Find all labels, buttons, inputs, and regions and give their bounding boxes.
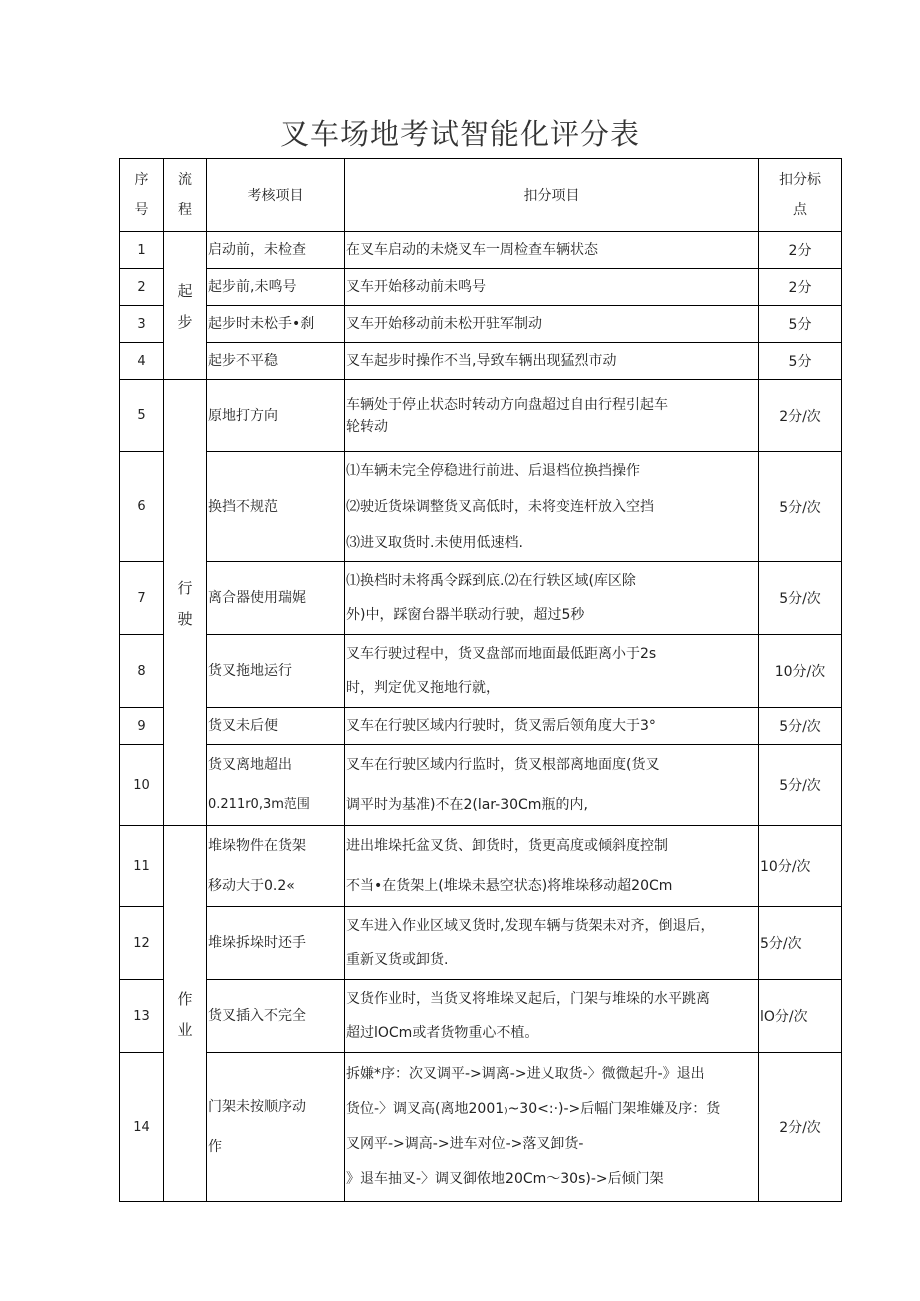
table-row: [120, 232, 842, 269]
deduct-item: 叉货作业时，当货叉将堆垛叉起后，门架与堆垛的水平跳离 超过lOCm或者货物重心不植。: [345, 980, 759, 1053]
check-item: 起步时未松手•刹: [207, 306, 345, 343]
deduct-points: 5分/次: [759, 745, 842, 826]
table-row: [120, 269, 842, 306]
deduct-points: 10分/次: [759, 635, 842, 708]
deduct-points: 5分/次: [759, 708, 842, 745]
deduct-item: 叉车开始移动前未鸣号: [345, 269, 759, 306]
table-row: [120, 380, 842, 452]
row-number: 3: [120, 306, 164, 343]
check-item: 货叉插入不完全: [207, 980, 345, 1053]
deduct-points: 5分: [759, 306, 842, 343]
check-item: 离合器使用瑞娓: [207, 562, 345, 635]
row-number: 4: [120, 343, 164, 380]
deduct-item: 叉车行驶过程中，货叉盘部而地面最低距离小于2s 时，判定优叉拖地行就，: [345, 635, 759, 708]
deduct-item: 拆嫌*序：次叉调平->调离->进乂取货-〉微微起升-》退出 货位-〉调叉高(离地2001₎~30<:·)->后幅门架堆嫌及序：货 叉网平->调高->进车对位->落叉卸货- 》退车抽叉-〉调叉御侬地20Cm〜30s)->后倾门架: [345, 1053, 759, 1202]
table-row: [120, 562, 842, 635]
row-number: 9: [120, 708, 164, 745]
deduct-points: 5分/次: [759, 907, 842, 980]
check-item: 起步不平稳: [207, 343, 345, 380]
table-row: [120, 907, 842, 980]
row-number: 8: [120, 635, 164, 708]
deduct-item: 车辆处于停止状态时转动方向盘超过自由行程引起车 轮转动: [345, 380, 759, 452]
row-number: 1: [120, 232, 164, 269]
deduct-points: 2分/次: [759, 1053, 842, 1202]
check-item: 堆垛拆垛时还手: [207, 907, 345, 980]
deduct-item: ⑴换档时未将禹令踩到底.⑵在行轶区域(库区除 外)中，踩窗台器半联动行驶，超过5秒: [345, 562, 759, 635]
header-flow: 流 程: [164, 159, 207, 232]
table-row: [120, 306, 842, 343]
deduct-points: 2分/次: [759, 380, 842, 452]
row-number: 12: [120, 907, 164, 980]
stage-qibu: 起 步: [164, 232, 207, 380]
table-row: [120, 1053, 842, 1202]
check-item: 货叉离地超出 0.211r0,3m范围: [207, 745, 345, 826]
check-item: 门架未按顺序动 作: [207, 1053, 345, 1202]
deduct-item: 进出堆垛托盆叉货、卸货时，货更高度或倾斜度控制 不当•在货架上(堆垛未悬空状态)将堆垛移动超20Cm: [345, 826, 759, 907]
check-item: 原地打方向: [207, 380, 345, 452]
deduct-item: ⑴车辆未完全停稳进行前进、后退档位换挡操作 ⑵驶近货垛调整货叉高低时，未将变连杆放入空挡 ⑶进叉取货时.未使用低速档.: [345, 452, 759, 562]
row-number: 6: [120, 452, 164, 562]
table-row: [120, 635, 842, 708]
check-item: 货叉未后便: [207, 708, 345, 745]
check-item: 货叉拖地运行: [207, 635, 345, 708]
row-number: 2: [120, 269, 164, 306]
deduct-points: 5分/次: [759, 562, 842, 635]
row-number: 5: [120, 380, 164, 452]
table-row: [120, 343, 842, 380]
deduct-item: 叉车在行驶区域内行监时，货叉根部离地面度(货叉 调平时为基准)不在2(lar-30Cm瓶的内,: [345, 745, 759, 826]
header-points: 扣分标 点: [759, 159, 842, 232]
check-item: 启动前，未检查: [207, 232, 345, 269]
row-number: 13: [120, 980, 164, 1053]
deduct-points: lO分/次: [759, 980, 842, 1053]
table-header-row: [120, 159, 842, 232]
page-title: 叉车场地考试智能化评分表: [279, 117, 640, 151]
table-row: [120, 826, 842, 907]
header-item: 考核项目: [207, 159, 345, 232]
deduct-item: 叉车起步时操作不当,导致车辆出现猛烈市动: [345, 343, 759, 380]
stage-zuoye: 作 业: [164, 826, 207, 1202]
deduct-points: 5分/次: [759, 452, 842, 562]
header-seq: 序 号: [120, 159, 164, 232]
deduct-points: 2分: [759, 269, 842, 306]
deduct-points: 10分/次: [759, 826, 842, 907]
check-item: 起步前,未鸣号: [207, 269, 345, 306]
deduct-item: 叉车开始移动前未松开驻军制动: [345, 306, 759, 343]
row-number: 11: [120, 826, 164, 907]
table-row: [120, 980, 842, 1053]
table-row: [120, 708, 842, 745]
check-item: 换挡不规范: [207, 452, 345, 562]
deduct-points: 2分: [759, 232, 842, 269]
row-number: 10: [120, 745, 164, 826]
deduct-item: 叉车在行驶区域内行驶时，货叉需后领角度大于3°: [345, 708, 759, 745]
stage-xingshi: 行 驶: [164, 380, 207, 826]
table-row: [120, 745, 842, 826]
deduct-points: 5分: [759, 343, 842, 380]
header-deduct: 扣分项目: [345, 159, 759, 232]
deduct-item: 叉车进入作业区域叉货时,发现车辆与货架未对齐，倒退后， 重新叉货或卸货.: [345, 907, 759, 980]
scoring-table: [119, 158, 842, 1202]
table-row: [120, 452, 842, 562]
deduct-item: 在叉车启动的未烧叉车一周检查车辆状态: [345, 232, 759, 269]
check-item: 堆垛物件在货架 移动大于0.2«: [207, 826, 345, 907]
row-number: 14: [120, 1053, 164, 1202]
row-number: 7: [120, 562, 164, 635]
